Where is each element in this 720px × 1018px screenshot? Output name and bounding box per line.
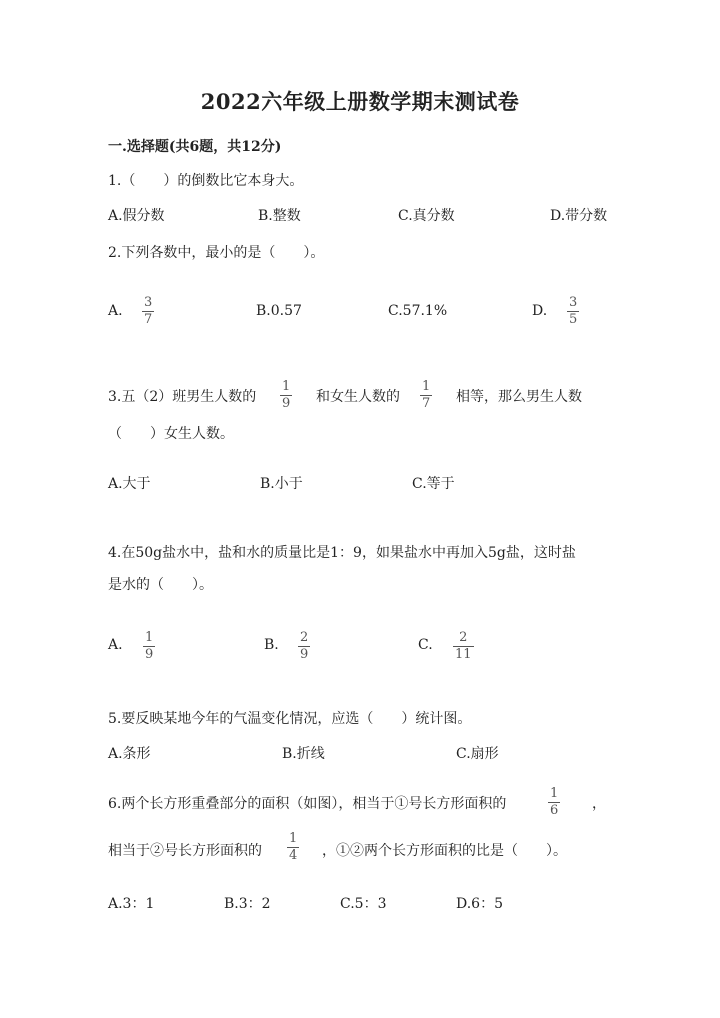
- q3-option-a[interactable]: A.大于: [108, 476, 151, 492]
- q1-option-a[interactable]: A.假分数: [108, 208, 165, 224]
- q2-option-d-fraction: [567, 296, 579, 327]
- question-6-text-line2-start: 相当于②号长方形面积的: [108, 843, 262, 859]
- section-heading: 一.选择题(共6题，共12分): [108, 139, 282, 155]
- q3-option-c[interactable]: C.等于: [412, 476, 455, 492]
- fraction-denominator: 9: [145, 647, 154, 662]
- question-2-text: 2.下列各数中，最小的是（ ）。: [108, 245, 325, 261]
- fraction-denominator: 11: [455, 647, 472, 662]
- q2-option-b[interactable]: B.0.57: [256, 303, 302, 319]
- fraction-denominator: 7: [144, 312, 153, 327]
- q2-option-d-label[interactable]: D.: [532, 303, 548, 319]
- q2-option-a-label[interactable]: A.: [108, 303, 123, 319]
- page-title: 2022六年级上册数学期末测试卷: [200, 89, 520, 114]
- q2-option-a-fraction: [142, 296, 154, 327]
- q1-option-c[interactable]: C.真分数: [398, 208, 455, 224]
- question-3-text-start: 3.五（2）班男生人数的: [108, 389, 257, 405]
- fraction-denominator: 6: [550, 803, 559, 818]
- question-3-text-end: 相等，那么男生人数: [456, 389, 582, 405]
- question-6-text-line2-end: ，①②两个长方形面积的比是（ ）。: [322, 843, 567, 859]
- fraction-numerator: 1: [289, 831, 298, 846]
- q4-option-a-fraction: [143, 631, 155, 662]
- q3-fraction-boys: [280, 380, 292, 411]
- question-1-text: 1.（ ）的倒数比它本身大。: [108, 173, 304, 189]
- q4-option-c-label[interactable]: C.: [418, 637, 433, 653]
- question-6-comma: ，: [592, 796, 606, 812]
- fraction-denominator: 5: [569, 312, 578, 327]
- fraction-denominator: 9: [282, 396, 291, 411]
- q1-option-d[interactable]: D.带分数: [550, 208, 608, 224]
- q3-option-b[interactable]: B.小于: [260, 476, 303, 492]
- question-3-text-line2: （ ）女生人数。: [108, 426, 234, 442]
- q4-option-b-label[interactable]: B.: [264, 637, 279, 653]
- q6-fraction-rect2: [287, 832, 299, 863]
- q3-fraction-girls: [420, 380, 432, 411]
- q6-option-d[interactable]: D.6：5: [456, 896, 503, 912]
- fraction-numerator: 3: [569, 295, 578, 310]
- question-4-text-line2: 是水的（ ）。: [108, 577, 213, 593]
- fraction-numerator: 3: [144, 295, 153, 310]
- q2-option-c[interactable]: C.57.1%: [388, 303, 448, 319]
- fraction-numerator: 2: [300, 630, 309, 645]
- fraction-numerator: 1: [145, 630, 154, 645]
- q6-fraction-rect1: [548, 787, 560, 818]
- q5-option-c[interactable]: C.扇形: [456, 746, 499, 762]
- fraction-numerator: 1: [282, 379, 291, 394]
- question-3-text-middle: 和女生人数的: [316, 389, 400, 405]
- q1-option-b[interactable]: B.整数: [258, 208, 301, 224]
- fraction-numerator: 2: [459, 630, 468, 645]
- fraction-denominator: 9: [300, 647, 309, 662]
- fraction-denominator: 4: [289, 848, 298, 863]
- fraction-numerator: 1: [422, 379, 431, 394]
- q6-option-c[interactable]: C.5：3: [340, 896, 387, 912]
- q4-option-c-fraction: [453, 631, 474, 662]
- question-4-text-line1: 4.在50g盐水中，盐和水的质量比是1：9，如果盐水中再加入5g盐，这时盐: [108, 545, 576, 561]
- q4-option-b-fraction: [298, 631, 310, 662]
- fraction-denominator: 7: [422, 396, 431, 411]
- q5-option-a[interactable]: A.条形: [108, 746, 151, 762]
- q5-option-b[interactable]: B.折线: [282, 746, 325, 762]
- q6-option-b[interactable]: B.3：2: [224, 896, 271, 912]
- q6-option-a[interactable]: A.3：1: [108, 896, 155, 912]
- question-6-text-line1: 6.两个长方形重叠部分的面积（如图），相当于①号长方形面积的: [108, 796, 507, 812]
- question-5-text: 5.要反映某地今年的气温变化情况，应选（ ）统计图。: [108, 711, 472, 727]
- fraction-numerator: 1: [550, 786, 559, 801]
- q4-option-a-label[interactable]: A.: [108, 637, 123, 653]
